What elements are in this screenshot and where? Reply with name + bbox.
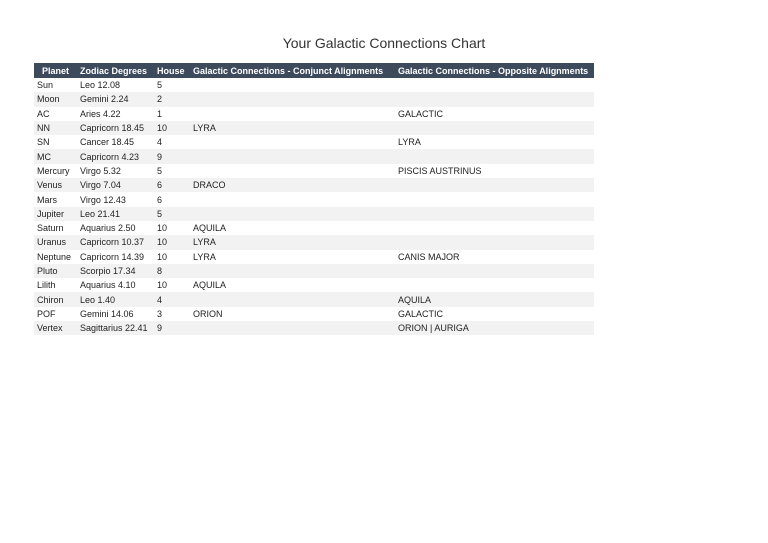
- cell-opposite-alignment: AQUILA: [395, 292, 594, 306]
- cell-conjunct-alignment: [190, 264, 395, 278]
- cell-opposite-alignment: [395, 178, 594, 192]
- cell-planet: Venus: [34, 178, 77, 192]
- cell-opposite-alignment: [395, 278, 594, 292]
- cell-opposite-alignment: CANIS MAJOR: [395, 250, 594, 264]
- column-header-zodiac-degrees: Zodiac Degrees: [77, 63, 154, 78]
- table-row: [34, 278, 594, 292]
- cell-zodiac-degrees: Aquarius 2.50: [77, 221, 154, 235]
- cell-planet: Saturn: [34, 221, 77, 235]
- cell-zodiac-degrees: Sagittarius 22.41: [77, 321, 154, 335]
- cell-zodiac-degrees: Aquarius 4.10: [77, 278, 154, 292]
- cell-opposite-alignment: ORION | AURIGA: [395, 321, 594, 335]
- cell-zodiac-degrees: Capricorn 18.45: [77, 121, 154, 135]
- table-row: [34, 92, 594, 106]
- cell-opposite-alignment: GALACTIC: [395, 107, 594, 121]
- cell-opposite-alignment: [395, 121, 594, 135]
- cell-planet: MC: [34, 149, 77, 163]
- cell-conjunct-alignment: [190, 292, 395, 306]
- cell-conjunct-alignment: AQUILA: [190, 278, 395, 292]
- cell-conjunct-alignment: AQUILA: [190, 221, 395, 235]
- table-row: [34, 264, 594, 278]
- cell-house: 5: [154, 78, 190, 92]
- cell-house: 3: [154, 307, 190, 321]
- table-row: [34, 192, 594, 206]
- cell-opposite-alignment: [395, 264, 594, 278]
- cell-conjunct-alignment: [190, 92, 395, 106]
- table-row: [34, 292, 594, 306]
- cell-conjunct-alignment: [190, 164, 395, 178]
- cell-opposite-alignment: [395, 235, 594, 249]
- cell-opposite-alignment: [395, 92, 594, 106]
- cell-house: 10: [154, 250, 190, 264]
- table-body: [34, 78, 594, 335]
- cell-opposite-alignment: LYRA: [395, 135, 594, 149]
- cell-house: 6: [154, 192, 190, 206]
- cell-house: 5: [154, 164, 190, 178]
- cell-planet: Mars: [34, 192, 77, 206]
- cell-conjunct-alignment: [190, 135, 395, 149]
- table-row: [34, 221, 594, 235]
- table-row: [34, 149, 594, 163]
- table-row: [34, 107, 594, 121]
- cell-zodiac-degrees: Gemini 14.06: [77, 307, 154, 321]
- cell-zodiac-degrees: Cancer 18.45: [77, 135, 154, 149]
- cell-zodiac-degrees: Aries 4.22: [77, 107, 154, 121]
- cell-zodiac-degrees: Virgo 7.04: [77, 178, 154, 192]
- cell-planet: Vertex: [34, 321, 77, 335]
- galactic-connections-table: [34, 63, 594, 335]
- table-row: [34, 307, 594, 321]
- table-row: [34, 321, 594, 335]
- cell-house: 4: [154, 292, 190, 306]
- cell-conjunct-alignment: ORION: [190, 307, 395, 321]
- cell-planet: NN: [34, 121, 77, 135]
- cell-opposite-alignment: [395, 207, 594, 221]
- cell-opposite-alignment: PISCIS AUSTRINUS: [395, 164, 594, 178]
- column-header-house: House: [154, 63, 190, 78]
- cell-conjunct-alignment: [190, 321, 395, 335]
- cell-house: 10: [154, 221, 190, 235]
- cell-zodiac-degrees: Virgo 5.32: [77, 164, 154, 178]
- cell-planet: Mercury: [34, 164, 77, 178]
- table-row: [34, 178, 594, 192]
- cell-house: 10: [154, 278, 190, 292]
- cell-conjunct-alignment: LYRA: [190, 121, 395, 135]
- cell-zodiac-degrees: Capricorn 4.23: [77, 149, 154, 163]
- cell-house: 9: [154, 149, 190, 163]
- cell-planet: Jupiter: [34, 207, 77, 221]
- cell-zodiac-degrees: Leo 21.41: [77, 207, 154, 221]
- cell-opposite-alignment: [395, 78, 594, 92]
- table-row: [34, 135, 594, 149]
- cell-house: 10: [154, 235, 190, 249]
- cell-conjunct-alignment: [190, 107, 395, 121]
- cell-zodiac-degrees: Leo 1.40: [77, 292, 154, 306]
- table-row: [34, 78, 594, 92]
- cell-house: 5: [154, 207, 190, 221]
- cell-conjunct-alignment: [190, 192, 395, 206]
- cell-house: 8: [154, 264, 190, 278]
- cell-conjunct-alignment: DRACO: [190, 178, 395, 192]
- cell-zodiac-degrees: Scorpio 17.34: [77, 264, 154, 278]
- table-row: [34, 121, 594, 135]
- cell-zodiac-degrees: Capricorn 14.39: [77, 250, 154, 264]
- cell-planet: POF: [34, 307, 77, 321]
- cell-house: 6: [154, 178, 190, 192]
- cell-opposite-alignment: GALACTIC: [395, 307, 594, 321]
- table-row: [34, 235, 594, 249]
- cell-house: 2: [154, 92, 190, 106]
- cell-planet: Sun: [34, 78, 77, 92]
- cell-conjunct-alignment: [190, 78, 395, 92]
- cell-opposite-alignment: [395, 149, 594, 163]
- cell-conjunct-alignment: LYRA: [190, 250, 395, 264]
- cell-zodiac-degrees: Gemini 2.24: [77, 92, 154, 106]
- column-header-conjunct-alignments: Galactic Connections - Conjunct Alignments: [190, 63, 395, 78]
- cell-house: 1: [154, 107, 190, 121]
- cell-planet: Chiron: [34, 292, 77, 306]
- table-row: [34, 207, 594, 221]
- column-header-planet: Planet: [34, 63, 77, 78]
- cell-planet: AC: [34, 107, 77, 121]
- cell-conjunct-alignment: [190, 207, 395, 221]
- table-row: [34, 250, 594, 264]
- cell-planet: Pluto: [34, 264, 77, 278]
- cell-house: 10: [154, 121, 190, 135]
- cell-opposite-alignment: [395, 192, 594, 206]
- table-row: [34, 164, 594, 178]
- cell-planet: SN: [34, 135, 77, 149]
- cell-planet: Uranus: [34, 235, 77, 249]
- cell-zodiac-degrees: Capricorn 10.37: [77, 235, 154, 249]
- cell-house: 4: [154, 135, 190, 149]
- cell-planet: Moon: [34, 92, 77, 106]
- table-header-row: [34, 63, 594, 78]
- cell-zodiac-degrees: Leo 12.08: [77, 78, 154, 92]
- column-header-opposite-alignments: Galactic Connections - Opposite Alignments: [395, 63, 594, 78]
- cell-conjunct-alignment: LYRA: [190, 235, 395, 249]
- cell-house: 9: [154, 321, 190, 335]
- cell-zodiac-degrees: Virgo 12.43: [77, 192, 154, 206]
- cell-conjunct-alignment: [190, 149, 395, 163]
- cell-planet: Lilith: [34, 278, 77, 292]
- chart-title: Your Galactic Connections Chart: [282, 35, 486, 51]
- cell-planet: Neptune: [34, 250, 77, 264]
- cell-opposite-alignment: [395, 221, 594, 235]
